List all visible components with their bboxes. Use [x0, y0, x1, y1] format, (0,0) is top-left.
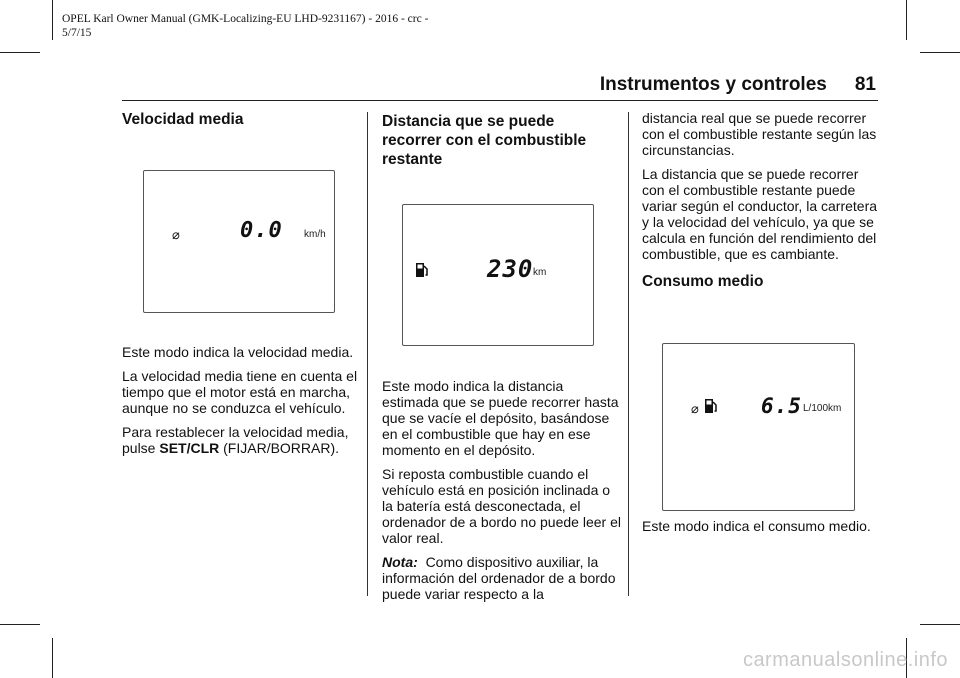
average-symbol: ⌀: [691, 401, 699, 416]
fuel-pump-icon: [415, 261, 429, 279]
display-value: 230: [487, 255, 534, 283]
heading-line: recorrer con el combustible: [382, 132, 587, 149]
watermark: carmanualsonline.info: [742, 649, 948, 671]
display-average-consumption: [662, 343, 855, 511]
crop-mark: [0, 52, 40, 53]
display-range: [402, 204, 594, 346]
heading-distancia: [382, 112, 622, 169]
note-label: Nota:: [382, 554, 418, 570]
crop-mark: [920, 624, 960, 625]
button-reference: SET/CLR: [159, 440, 220, 456]
paragraph: [122, 424, 358, 456]
paragraph: Este modo indica la velocidad media.: [122, 344, 354, 360]
average-symbol: ⌀: [172, 227, 180, 242]
column-3-body: [642, 518, 878, 542]
heading-line: Distancia que se puede: [382, 113, 555, 130]
running-header: [600, 74, 876, 96]
page-number: 81: [854, 74, 876, 95]
column-divider: [367, 112, 368, 596]
column-1-body: [122, 344, 358, 464]
document-meta: [62, 12, 428, 40]
section-title: Instrumentos y controles: [599, 74, 827, 95]
column-2-body: [382, 378, 622, 610]
heading-line: restante: [382, 151, 443, 168]
crop-mark: [920, 52, 960, 53]
crop-mark: [52, 0, 53, 40]
paragraph: La distancia que se puede recorrer con el combustible restante puede variar según el conductor, la carretera y la velocidad del vehículo, ya que se calcula en función del rendimiento del combustible, que es cambiante.: [642, 166, 878, 262]
column-3: [642, 110, 878, 301]
display-average-speed: [143, 170, 335, 313]
column-2: [382, 112, 622, 179]
display-unit: km: [533, 267, 547, 278]
paragraph: La velocidad media tiene en cuenta el tiempo que el motor está en marcha, aunque no se conduzca el vehículo.: [122, 368, 358, 416]
crop-mark: [906, 0, 907, 40]
display-value: 6.5: [761, 394, 802, 418]
paragraph: Este modo indica la distancia estimada que se puede recorrer hasta que se vacíe el depósito, basándose en el combustible que hay en ese momento en el depósito.: [382, 378, 619, 458]
heading-consumo-medio: Consumo medio: [642, 273, 764, 290]
paragraph: Si reposta combustible cuando el vehículo está en posición inclinada o la batería está desconectada, el ordenador de a bordo no puede leer el valor real.: [382, 466, 621, 546]
note: [382, 554, 622, 602]
meta-line-2: 5/7/15: [62, 27, 92, 39]
meta-line-1: OPEL Karl Owner Manual (GMK-Localizing-EU LHD-9231167) - 2016 - crc -: [62, 13, 429, 25]
text: (FIJAR/BORRAR).: [219, 440, 340, 456]
fuel-pump-icon: [704, 397, 718, 415]
display-unit: L/100km: [803, 403, 842, 414]
heading-velocidad-media: Velocidad media: [122, 111, 244, 128]
column-1: [122, 110, 358, 139]
column-divider: [628, 112, 629, 596]
text: Para restablecer la velocidad media, pulse: [122, 424, 349, 456]
display-value: 0.0: [240, 218, 283, 243]
header-rule: [122, 100, 878, 101]
paragraph: distancia real que se puede recorrer con el combustible restante según las circunstancias.: [642, 110, 877, 158]
note-text: Como dispositivo auxiliar, la información del ordenador de a bordo puede variar respecto a la: [382, 554, 616, 602]
display-unit: km/h: [304, 229, 326, 240]
paragraph: Este modo indica el consumo medio.: [642, 518, 871, 534]
crop-mark: [52, 638, 53, 678]
crop-mark: [0, 624, 40, 625]
